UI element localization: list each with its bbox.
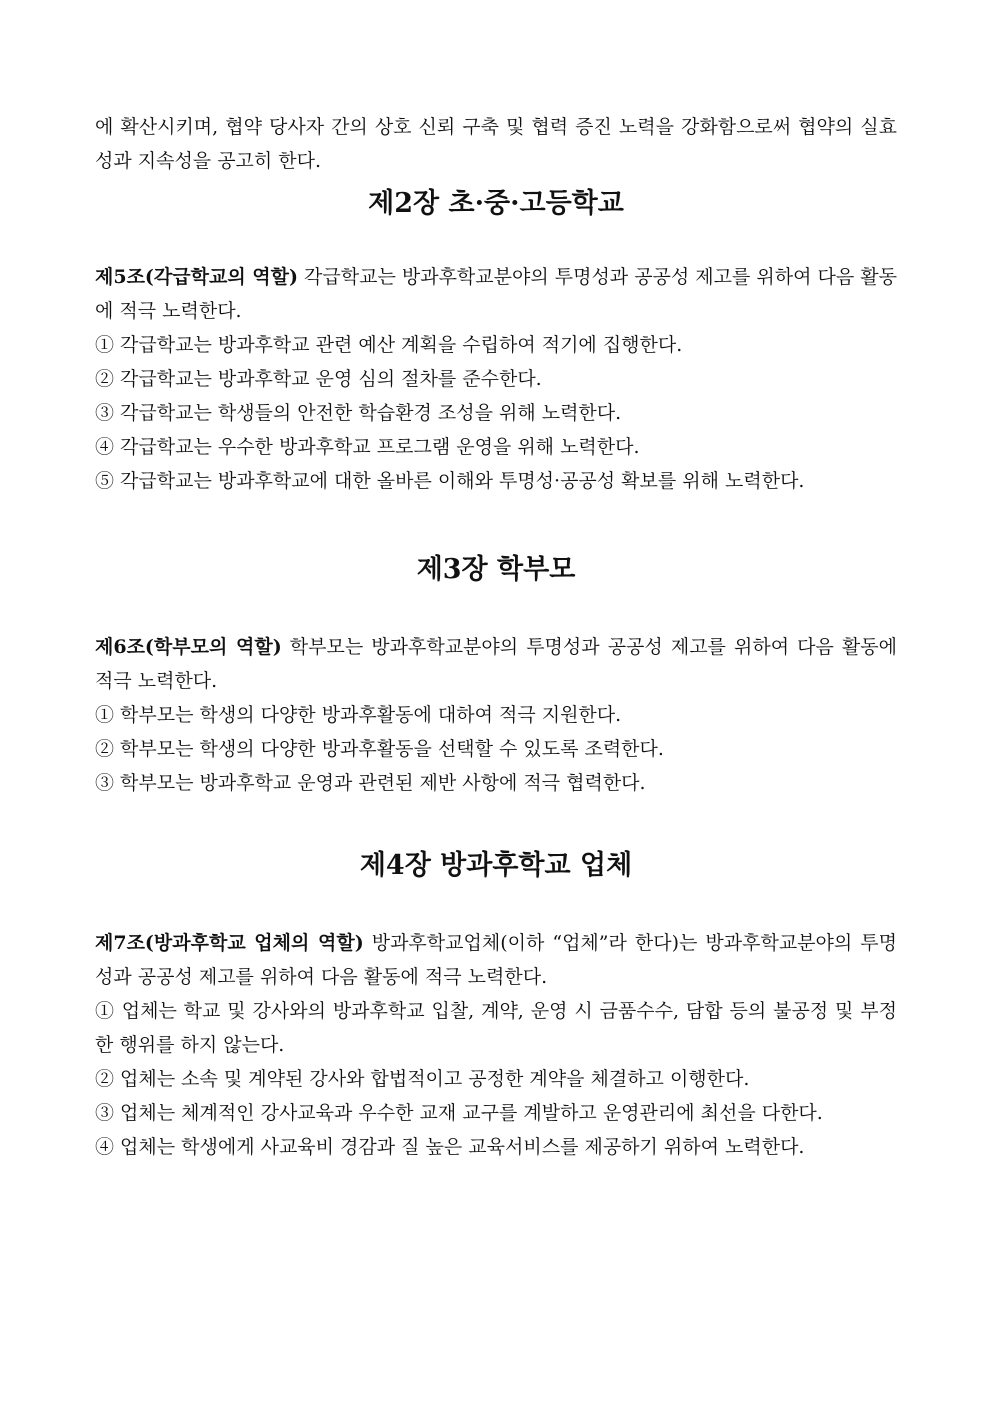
article-5-item-3: ③ 각급학교는 학생들의 안전한 학습환경 조성을 위해 노력한다. — [95, 402, 622, 424]
article-5-item-2: ② 각급학교는 방과후학교 운영 심의 절차를 준수한다. — [95, 368, 542, 390]
article-6-body: 학부모는 방과후학교분야의 투명성과 공공성 제고를 위하여 다음 활동에 적극 노력한다. — [95, 636, 897, 692]
article-7-item-4: ④ 업체는 학생에게 사교육비 경감과 질 높은 교육서비스를 제공하기 위하여 노력한다. — [95, 1136, 805, 1158]
spacer — [95, 606, 897, 630]
chapter-3-title: 제3장 학부모 — [416, 554, 576, 585]
article-6-item-1: ① 학부모는 학생의 다양한 방과후활동에 대하여 적극 지원한다. — [95, 704, 622, 726]
article-5-body: 각급학교는 방과후학교분야의 투명성과 공공성 제고를 위하여 다음 활동에 적극 노력한다. — [95, 266, 897, 322]
article-5-intro — [95, 260, 897, 328]
article-7-heading: 제7조(방과후학교 업체의 역할) — [95, 932, 364, 954]
article-5-heading: 제5조(각급학교의 역할) — [95, 266, 299, 288]
spacer — [95, 236, 897, 260]
chapter-2-title: 제2장 초·중·고등학교 — [368, 188, 624, 219]
article-7-item-3: ③ 업체는 체계적인 강사교육과 우수한 교재 교구를 계발하고 운영관리에 최선을 다한다. — [95, 1102, 823, 1124]
article-6-item-2: ② 학부모는 학생의 다양한 방과후활동을 선택할 수 있도록 조력한다. — [95, 738, 664, 760]
article-7-intro — [95, 926, 897, 994]
article-7-item-1: ① 업체는 학교 및 강사와의 방과후학교 입찰, 계약, 운영 시 금품수수, 담합 등의 불공정 및 부정한 행위를 하지 않는다. — [95, 1000, 897, 1056]
article-5-item-4: ④ 각급학교는 우수한 방과후학교 프로그램 운영을 위해 노력한다. — [95, 436, 640, 458]
article-7-body: 방과후학교업체(이하 “업체”라 한다)는 방과후학교분야의 투명성과 공공성 제고를 위하여 다음 활동에 적극 노력한다. — [95, 932, 897, 988]
document-page — [95, 110, 897, 1164]
article-5-item-1: ① 각급학교는 방과후학교 관련 예산 계획을 수립하여 적기에 집행한다. — [95, 334, 683, 356]
chapter-4-title: 제4장 방과후학교 업체 — [359, 850, 633, 881]
intro-paragraph: 에 확산시키며, 협약 당사자 간의 상호 신뢰 구축 및 협력 증진 노력을 강화함으로써 협약의 실효성과 지속성을 공고히 한다. — [95, 116, 897, 172]
article-6-intro — [95, 630, 897, 698]
article-6-heading: 제6조(학부모의 역할) — [95, 636, 282, 658]
article-5-item-5: ⑤ 각급학교는 방과후학교에 대한 올바른 이해와 투명성·공공성 확보를 위해 노력한다. — [95, 470, 805, 492]
article-6-item-3: ③ 학부모는 방과후학교 운영과 관련된 제반 사항에 적극 협력한다. — [95, 772, 646, 794]
article-7-item-2: ② 업체는 소속 및 계약된 강사와 합법적이고 공정한 계약을 체결하고 이행한다. — [95, 1068, 750, 1090]
spacer — [95, 902, 897, 926]
